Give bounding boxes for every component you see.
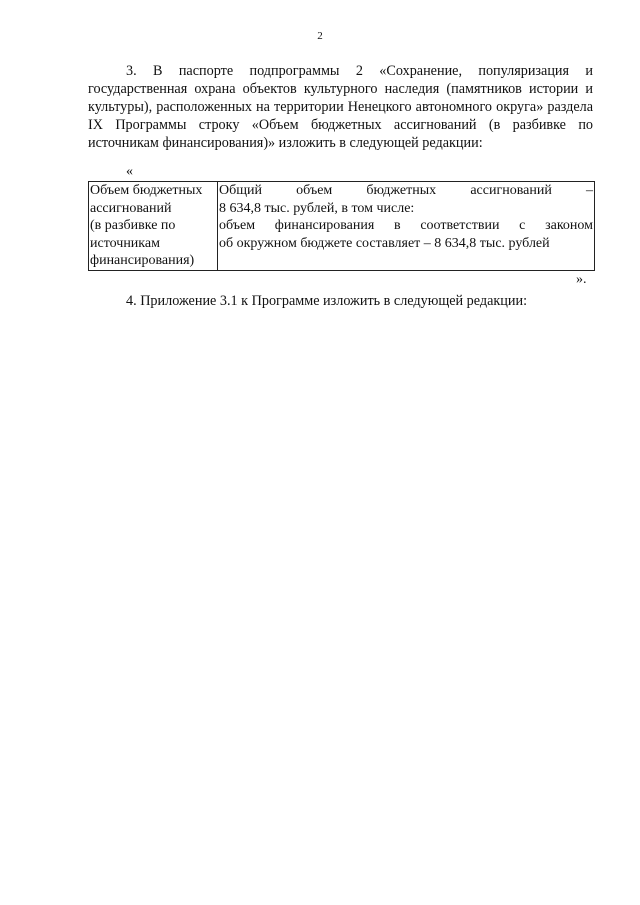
budget-allocation-table	[88, 181, 595, 271]
paragraph-item-3: 3. В паспорте подпрограммы 2 «Сохранение, популяризация и государственная охрана объектов культурного наследия (памятников истории и культуры), расположенных на территории Ненецкого автономного округа» раздела IX Программы строку «Объем бюджетных ассигнований (в разбивке по источникам финансирования)» изложить в следующей редакции:	[88, 63, 593, 151]
row-label-line: источникам	[90, 235, 160, 251]
row-value-line: Общий объем бюджетных ассигнований –	[219, 183, 593, 198]
row-label-line: ассигнований	[90, 200, 172, 216]
paragraph-item-4: 4. Приложение 3.1 к Программе изложить в следующей редакции:	[126, 293, 528, 309]
table-row	[89, 182, 595, 271]
row-label-line: Объем бюджетных	[90, 183, 203, 198]
closing-quote: ».	[576, 272, 587, 287]
cell-spacer	[219, 252, 593, 266]
row-label-cell	[89, 182, 218, 271]
row-value-line: 8 634,8 тыс. рублей, в том числе:	[219, 200, 415, 216]
page-number: 2	[317, 30, 323, 42]
opening-quote: «	[126, 164, 133, 179]
row-value-cell	[218, 182, 595, 271]
row-value-line: об окружном бюджете составляет – 8 634,8 тыс. рублей	[219, 235, 550, 251]
row-value-line: объем финансирования в соответствии с законом	[219, 218, 593, 233]
row-label-line: (в разбивке по	[90, 218, 176, 233]
row-label-line: финансирования)	[90, 253, 195, 268]
